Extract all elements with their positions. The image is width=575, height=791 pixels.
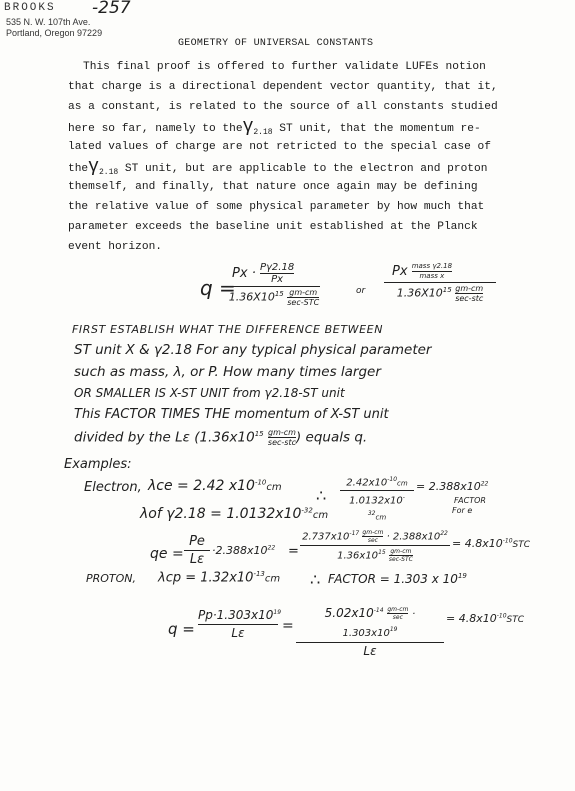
- gamma-subscript: 2.18: [98, 168, 119, 178]
- qe-num2-exp: -17: [349, 530, 360, 537]
- ratio-result: [416, 480, 488, 493]
- qe-den2: 1.36x10: [337, 550, 379, 562]
- qp-num2-exp: -14: [373, 607, 384, 614]
- qp-num2-mult: · 1.303x10: [342, 609, 416, 639]
- qp-num-exp: 19: [273, 609, 282, 616]
- electron-label: Electron,: [84, 480, 142, 495]
- hw-line-4: OR SMALLER IS X-ST UNIT from γ2.18-ST unit: [74, 386, 345, 400]
- qp-num: Pp·1.303x10: [198, 608, 274, 622]
- hw-line-1: FIRST ESTABLISH WHAT THE DIFFERENCE BETWEEN: [72, 323, 384, 336]
- factor-label: FACTOR: [454, 496, 486, 505]
- qe-mult-exp: 22: [267, 544, 276, 552]
- qp-den2: Lε: [363, 644, 377, 658]
- lambda-gamma: [140, 506, 328, 522]
- body-line-9: parameter exceeds the baseline unit established at the Planck: [68, 221, 478, 233]
- stamp-address-line2: Portland, Oregon 97229: [6, 28, 103, 38]
- qe-result-unit: STC: [512, 540, 531, 550]
- hw-line-5: This FACTOR TIMES THE momentum of X-ST unit: [74, 407, 389, 422]
- body-line-4-start: here so far, namely to the: [68, 123, 243, 135]
- proton-label: PROTON,: [86, 572, 137, 585]
- stamp-name: [4, 2, 56, 14]
- factor-for-electron: For e: [452, 506, 473, 515]
- formula-den-unit-top: gm-cm: [289, 288, 318, 297]
- proton-factor: [328, 572, 467, 586]
- ratio-den-exp: -32: [367, 494, 405, 517]
- hw-line-3: such as mass, λ, or P. How many times larger: [74, 364, 381, 380]
- therefore-symbol-1: ∴: [316, 486, 327, 505]
- qp-result-value: = 4.8x10: [446, 612, 497, 625]
- lambda-ce-value: λce = 2.42 x10: [148, 478, 255, 494]
- lambda-cp-exp: -13: [253, 570, 265, 578]
- formula-px: Px: [232, 266, 248, 281]
- qe-mult-value: ·2.388x10: [212, 544, 268, 557]
- qe-num2: 2.737x10: [302, 531, 350, 543]
- lambda-gamma-value: λof γ2.18 = 1.0132x10: [140, 506, 302, 522]
- qp-den: Lε: [231, 626, 245, 640]
- formula-fraction-1: [228, 262, 320, 307]
- formula-r-den-unit-bottom: sec-stc: [455, 294, 484, 303]
- formula-or: or: [356, 286, 366, 296]
- qe-num2-unit-bottom: sec: [362, 536, 383, 544]
- qe-result-exp: -10: [502, 537, 513, 545]
- body-line-7: themself, and finally, that nature once again may be defining: [68, 181, 478, 193]
- body-line-4-end: ST unit, that the momentum re-: [272, 123, 481, 135]
- qp-equals: =: [282, 618, 294, 634]
- formula-r-mass-gamma: mass γ2.18: [411, 262, 453, 270]
- formula-p-x: Px: [260, 273, 294, 285]
- stamp-number: -257: [92, 0, 131, 18]
- formula-r-mass-x: mass x: [412, 271, 452, 281]
- qe-result-value: = 4.8x10: [452, 537, 503, 550]
- proton-factor-value: FACTOR = 1.303 x 10: [328, 572, 458, 586]
- lambda-cp: [158, 570, 280, 585]
- qe-fraction: [184, 534, 210, 567]
- lambda-cp-value: λcp = 1.32x10: [158, 570, 254, 586]
- gamma-symbol: γ: [88, 157, 99, 177]
- body-line-1: This final proof is offered to further validate LUFEs notion: [83, 61, 486, 73]
- hw-line-6: [74, 428, 367, 447]
- qe-equals: =: [288, 544, 299, 559]
- stamp-address-line1: 535 N. W. 107th Ave.: [6, 17, 91, 27]
- qp-result-unit: STC: [506, 615, 525, 625]
- ratio-num-unit: cm: [397, 479, 408, 488]
- lambda-ce: [148, 478, 282, 494]
- formula-den-value: 1.36X10: [228, 290, 275, 304]
- ratio-result-value: = 2.388x10: [416, 480, 481, 493]
- qp-result: [446, 612, 524, 625]
- ratio-den-unit: cm: [375, 512, 387, 521]
- qe-result: [452, 537, 530, 550]
- ratio-num-exp: -10: [387, 476, 398, 483]
- gamma-subscript: 2.18: [253, 128, 273, 138]
- qe-den: Lε: [189, 552, 205, 567]
- body-line-3: as a constant, is related to the source of all constants studied: [68, 101, 498, 113]
- qe-num: Pe: [189, 534, 205, 549]
- qe-mult: [212, 544, 275, 557]
- lambda-ce-exp: -10: [254, 478, 267, 487]
- gamma-symbol: γ: [242, 117, 254, 137]
- qe-num2-mult: · 2.388x10: [386, 531, 441, 543]
- stamp-name-text: BROOKS: [4, 2, 56, 14]
- qp-fraction-2: [296, 603, 444, 659]
- qp-num2-unit-bottom: sec: [387, 613, 408, 621]
- therefore-symbol-2: ∴: [310, 570, 321, 589]
- examples-heading: Examples:: [64, 457, 132, 472]
- lambda-ce-unit: cm: [266, 482, 282, 493]
- body-line-6-start: the: [68, 163, 89, 175]
- lambda-cp-unit: cm: [264, 573, 281, 585]
- hw-line-6-end: ) equals q.: [296, 429, 368, 446]
- formula-r-den-unit-top: gm-cm: [455, 284, 484, 293]
- body-line-5: lated values of charge are not retricted to the special case of: [68, 141, 491, 153]
- qe-num2-unit-top: gm-cm: [362, 528, 384, 536]
- ratio-result-exp: 22: [480, 480, 489, 488]
- hw-line-6-unit-top: gm-cm: [267, 428, 296, 437]
- body-line-10: event horizon.: [68, 241, 162, 253]
- formula-fraction-2: [384, 262, 496, 303]
- electron-ratio: [340, 474, 414, 523]
- qp-fraction: [198, 605, 282, 641]
- hw-line-6-exp: 15: [254, 430, 264, 438]
- qe-num2-mult-exp: 22: [440, 530, 448, 537]
- formula-dot: ·: [251, 266, 256, 281]
- page-title: GEOMETRY OF UNIVERSAL CONSTANTS: [178, 38, 374, 49]
- proton-factor-exp: 19: [457, 572, 467, 580]
- formula-den-unit-bottom: sec-STC: [287, 298, 320, 307]
- formula-r-den-exp: 15: [442, 285, 452, 294]
- hw-line-6-unit-bottom: sec-stc: [267, 438, 296, 447]
- hw-line-6-text: divided by the Lε (1.36x10: [74, 429, 255, 446]
- qp-result-exp: -10: [496, 612, 507, 620]
- hw-line-2: ST unit X & γ2.18 For any typical physical parameter: [74, 342, 432, 358]
- body-line-8: the relative value of some physical parameter by how much that: [68, 201, 485, 213]
- ratio-num: 2.42x10: [346, 477, 388, 489]
- body-line-2: that charge is a directional dependent vector quantity, that it,: [68, 81, 498, 93]
- formula-r-den-value: 1.36X10: [396, 286, 443, 300]
- qp-lhs: q =: [168, 620, 195, 638]
- formula-lhs: q =: [200, 276, 236, 300]
- body-line-6-end: ST unit, but are applicable to the electron and proton: [118, 163, 488, 175]
- formula-r-px: Px: [392, 264, 408, 279]
- qe-lhs: qe =: [150, 546, 184, 562]
- qe-den2-exp: 15: [378, 548, 386, 556]
- formula-p-gamma: Pγ2.18: [259, 262, 295, 273]
- qe-fraction-2: [300, 528, 450, 563]
- qp-num2-mult-exp: 19: [389, 626, 398, 633]
- lambda-gamma-unit: cm: [312, 510, 329, 521]
- formula-den-exp: 15: [274, 289, 284, 298]
- ratio-den: 1.0132x10: [349, 495, 403, 507]
- qe-den2-unit-bottom: sec-STC: [388, 555, 413, 563]
- qe-den2-unit-top: gm-cm: [390, 547, 412, 555]
- qp-num2: 5.02x10: [324, 606, 374, 620]
- qp-num2-unit-top: gm-cm: [387, 606, 409, 613]
- lambda-gamma-exp: -32: [301, 506, 313, 515]
